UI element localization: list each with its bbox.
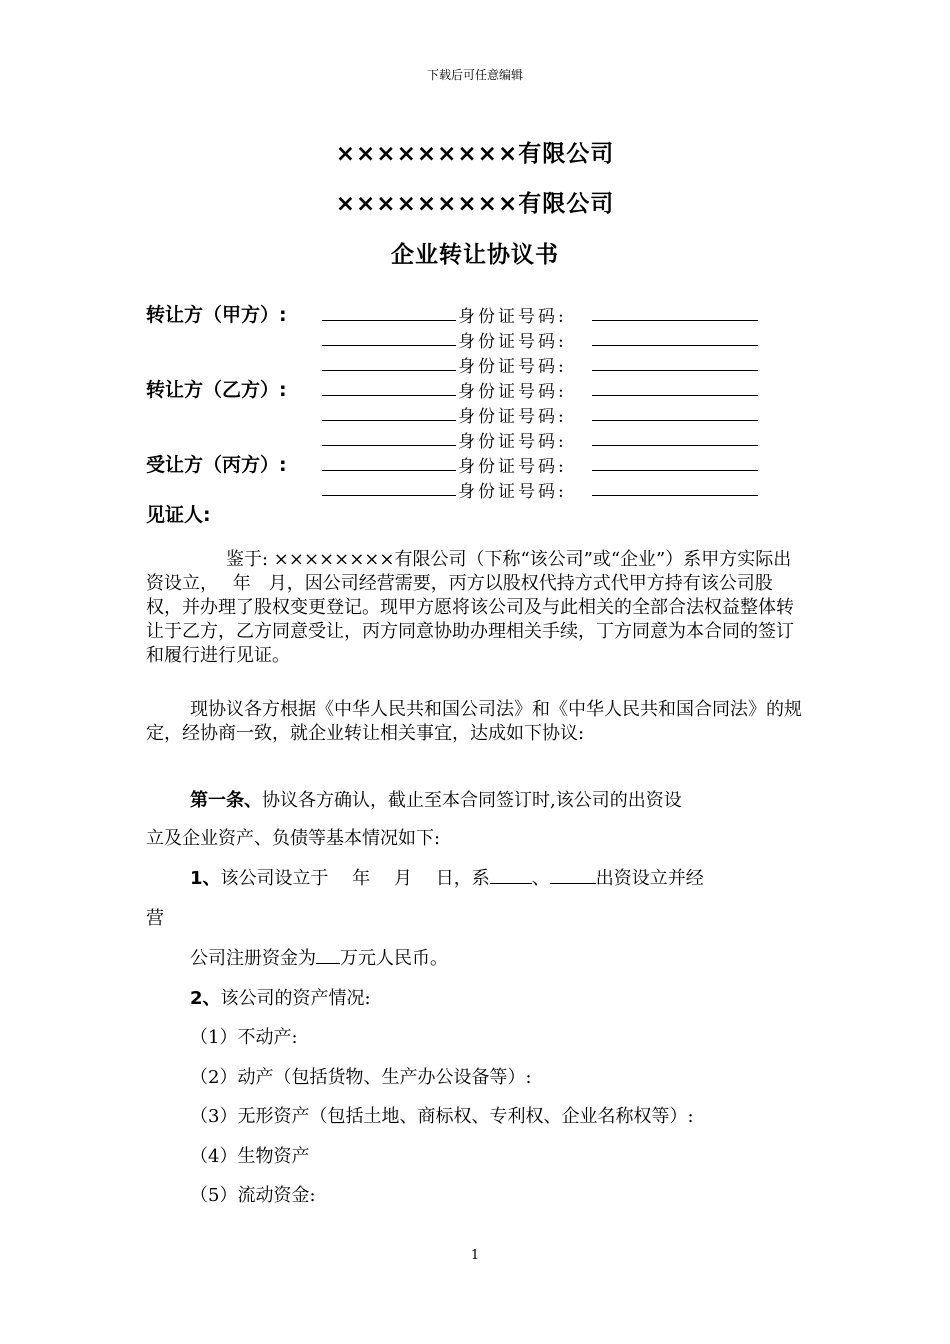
id-number-label: 身份证号码: [458,432,567,452]
id-number-blank[interactable] [592,427,758,446]
id-number-label: 身份证号码: [458,407,567,427]
id-number-label: 身份证号码: [458,457,567,477]
article-1-continuation: 立及企业资产、负债等基本情况如下: [146,828,441,849]
party-row [0,302,950,327]
capital-text: 公司注册资金为 [190,948,316,969]
asset-item-real-estate: （1）不动产: [190,1027,298,1048]
id-number-label: 身份证号码: [458,357,567,377]
capital-line [190,944,448,970]
name-blank[interactable] [322,402,456,421]
item-1-number: 1、 [190,868,221,889]
id-number-blank[interactable] [592,402,758,421]
party-row [0,452,950,477]
item-2-line [190,984,371,1010]
id-number-blank[interactable] [592,452,758,471]
id-number-blank[interactable] [592,327,758,346]
id-number-blank[interactable] [592,477,758,496]
article-1-line [190,786,682,812]
witness-label: 见证人: [146,504,211,526]
name-blank[interactable] [322,452,456,471]
company-title-1: ×××××××××有限公司 [335,141,615,167]
id-number-blank[interactable] [592,302,758,321]
id-number-label: 身份证号码: [458,307,567,327]
article-1-text: 协议各方确认，截止至本合同签订时,该公司的出资设 [262,790,682,811]
item-2-text: 该公司的资产情况: [220,988,371,1009]
agreement-basis-paragraph: 现协议各方根据《中华人民共和国公司法》和《中华人民共和国合同法》的规定，经协商一致，就企业转让相关事宜，达成如下协议: [146,699,802,744]
id-number-label: 身份证号码: [458,482,567,502]
recital-paragraph: 鉴于: ××××××××有限公司（下称“该公司”或“企业”）系甲方实际出资设立， 年 月，因公司经营需要，丙方以股权代持方式代甲方持有该公司股权，并办理了股权变更登记。现甲方愿将该公司及与此相关的全部合法权益整体转让于乙方，乙方同意受让，丙方同意协助办理相关手续，丁方同意为本合同的签订和履行进行见证。 [146,549,794,666]
name-blank[interactable] [322,327,456,346]
name-blank[interactable] [322,477,456,496]
id-number-blank[interactable] [592,352,758,371]
name-blank[interactable] [322,302,456,321]
asset-item-cash: （5）流动资金: [190,1185,316,1206]
party-row [0,327,950,352]
company-title-2: ×××××××××有限公司 [335,191,615,217]
party-row [0,477,950,502]
asset-item-movable: （2）动产（包括货物、生产办公设备等）: [190,1067,532,1088]
asset-item-biological: （4）生物资产 [190,1146,310,1167]
item-1-text: 该公司设立于 年 月 日，系 [220,868,490,889]
item-1-text-end: 出资设立并经 [595,868,704,889]
name-blank[interactable] [322,377,456,396]
party-b-label: 转让方（乙方）: [146,379,287,401]
party-row [0,402,950,427]
item-1-continuation: 营 [146,908,164,929]
article-1-heading: 第一条、 [190,790,262,811]
party-a-label: 转让方（甲方）: [146,304,287,326]
capital-unit: 万元人民币。 [340,948,448,969]
id-number-label: 身份证号码: [458,332,567,352]
asset-item-intangible: （3）无形资产（包括土地、商标权、专利权、企业名称权等）: [190,1106,694,1127]
id-number-label: 身份证号码: [458,382,567,402]
item-1-separator: 、 [531,868,550,889]
founder-2-blank[interactable] [550,867,596,884]
header-note: 下载后可任意编辑 [426,68,523,82]
item-2-number: 2、 [190,988,221,1009]
page-number: 1 [470,1248,480,1263]
founder-1-blank[interactable] [490,867,532,884]
capital-amount-blank[interactable] [316,947,340,964]
name-blank[interactable] [322,427,456,446]
id-number-blank[interactable] [592,377,758,396]
party-row [0,427,950,452]
party-row [0,352,950,377]
name-blank[interactable] [322,352,456,371]
party-row [0,377,950,402]
document-title: 企业转让协议书 [391,242,559,268]
item-1-line [190,864,704,890]
party-c-label: 受让方（丙方）: [146,454,287,476]
